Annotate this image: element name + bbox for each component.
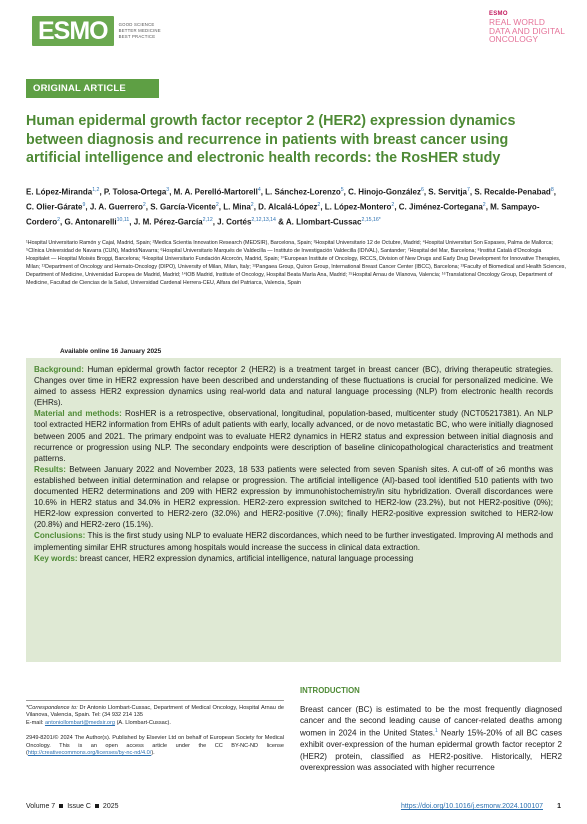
author-name: M. Sampayo-Cordero	[26, 202, 540, 227]
author-name: J. Cortés	[217, 217, 252, 227]
article-title: Human epidermal growth factor receptor 2 (HER2) expression dynamics between diagnosis and recurrence in patients with breast cancer using artificial intelligence and electronic health records: the RosHER study	[26, 113, 516, 166]
author-affiliation-ref[interactable]: 4	[257, 187, 261, 193]
author-name: L. López-Montero	[324, 202, 392, 212]
doi-link[interactable]: https://doi.org/10.1016/j.esmorw.2024.100107	[400, 803, 543, 810]
journal-brand: ESMO	[488, 11, 508, 17]
author-affiliation-ref[interactable]: 2	[57, 216, 61, 223]
author-affiliation-ref[interactable]: 2	[215, 201, 219, 208]
copyright-note: 2949-8201/© 2024 The Author(s). Published by Elsevier Ltd on behalf of European Society for Medical Oncology. This is an open access article under the CC BY-NC-ND license (http://creativecommons.org/licenses/by-nc-nd/4.0/).	[26, 735, 284, 757]
author-name: S. Recalde-Penabad	[474, 187, 551, 197]
author-list: E. López-Miranda$^{1,2}$, P. Tolosa-Ortega$^3$, M. A. Perelló-Martorell$^4$, L. Sánchez-Lorenzo$^5$, C. Hinojo-González$^6$, S. Servitja$^7$, S. Recalde-Penabad$^8$, C. Olier-Gárate$^9$, J. A. Guerrero$^2$, S. García-Vicente$^2$, L. Mina$^2$, D. Alcalá-López$^2$, L. López-Montero$^2$, C. Jiménez-Cortegana$^2$, M. Sampayo-Cordero$^2$, G. Antonarelli$^{10,11}$, J. M. Pérez-García$^{2,12}$, J. Cortés$^{2,12,13,14}$ & A. Llombart-Cussac$^{2,15,16*}$	[26, 187, 556, 227]
author-affiliation-ref[interactable]: 2	[142, 201, 146, 208]
author-name: M. A. Perelló-Martorell	[173, 187, 258, 197]
affiliations: ¹Hospital Universitario Ramón y Cajal, Madrid, Spain; ²Medica Scientia Innovation Research (MEDSIR), Barcelona, Spain; ³Hospital Universitario 12 de Octubre, Madrid; ⁴Hospital Universitari Son Espases, Palma de Mallorca; ⁵Clínica Universidad de Navarra (CUN), Madrid/Navarra; ⁶Hospital Universitario Marqués de Valdecilla — Instituto de Investigación Valdecilla (IDIVAL), Santander; ⁷Hospital del Mar, Barcelona; ⁸Institut Català d'Oncologia Hospitalet — Hospital Moisès Broggi, Barcelona; ⁹Hospital Universitario Fundación Alcorcón, Madrid, Spain; ¹⁰European Institute of Oncology, IRCCS, Division of New Drugs and Early Drug Development for Innovative Therapies, Milan; ¹¹Department of Oncology and Hemato-Oncology (DIPO), University of Milan, Milan, Italy; ¹²Pangaea Group, Quiron Group, International Breast Cancer Center (IBCC), Barcelona; ¹³Faculty of Biomedical and Health Sciences, Department of Medicine, Universidad Europea de Madrid, Madrid; ¹⁴IOB Madrid, Institute of Oncology, Hospital Beata María Ana, Madrid; ¹⁵Hospital Arnau de Vilanova, Valencia; ¹⁶Translational Oncology Group, Department of Medicine, Facultad de Ciencias de la Salud, Universidad Cardenal Herrera-CEU, Alfara del Patriarca, Valencia, Spain	[26, 240, 566, 286]
abstract-keywords: Key words: breast cancer, HER2 expression dynamics, artificial intelligence, natural language processing	[34, 553, 414, 563]
author-name: C. Olier-Gárate	[26, 202, 83, 212]
page-number: 1	[557, 803, 561, 810]
author-name: S. García-Vicente	[150, 202, 216, 212]
author-affiliation-ref[interactable]: 5	[340, 187, 344, 193]
article-type-badge: ORIGINAL ARTICLE	[26, 79, 159, 98]
abstract-methods: Material and methods: RosHER is a retrospective, observational, longitudinal, population-based, multicenter study (NCT05217381). An NLP tool extracted HER2 information from EHRs of adult patients with early, locally advanced, or de novo metastatic BC, who were initially diagnosed between 2005 and 2021. The primary endpoint was to evaluate HER2 dynamics in HER2 status and expression between initial diagnosis and recurrence or progression using NLP. The secondary endpoints were description of baseline clinicopathological characteristics and treatment patterns.	[34, 409, 553, 463]
separator-square	[59, 804, 63, 808]
esmo-tagline: GOOD SCIENCE BETTER MEDICINE BEST PRACTICE	[118, 22, 161, 39]
author-affiliation-ref[interactable]: 3	[166, 187, 170, 193]
footnote-divider	[26, 700, 284, 701]
author-affiliation-ref[interactable]: 9	[82, 201, 86, 208]
footnotes-column	[26, 700, 284, 757]
separator-square	[95, 804, 99, 808]
author-name: D. Alcalá-López	[258, 202, 318, 212]
author-name: L. Sánchez-Lorenzo	[265, 187, 341, 197]
page-header	[0, 0, 587, 70]
author-affiliation-ref[interactable]: 2	[250, 201, 254, 208]
abstract-background: Background: Human epidermal growth factor receptor 2 (HER2) is a treatment target in breast cancer (BC), driving therapeutic strategies. Changes over time in HER2 expression have been described and understanding of these fluctuations is crucial for personalized medicine. We aimed to assess HER2 expression dynamics using real-world data and natural language processing (NLP) from electronic health records (EHRs).	[34, 365, 554, 408]
author-name: P. Tolosa-Ortega	[103, 187, 167, 197]
author-affiliation-ref[interactable]: 2,12	[202, 216, 213, 223]
correspondence-note: *Correspondence to: Dr Antonio Llombart-Cussac, Department of Medical Oncology, Hospital Arnau de Vilanova, Valencia, Spain. Tel: (34 932 214 135 E-mail: antoniollombart@medsir.org (A. Llombart-Cussac).	[26, 705, 284, 726]
abstract-conclusions: Conclusions: This is the first study using NLP to evaluate HER2 discordances, which need to be further investigated. Improving AI methods and implementing similar EHR structures among hospitals would increase the success in clinical data extraction.	[34, 531, 553, 552]
journal-logo[interactable]: ESMO REAL WORLD DATA AND DIGITAL ONCOLOGY	[488, 11, 565, 45]
author-name: J. M. Pérez-García	[133, 217, 203, 227]
author-name: S. Servitja	[428, 187, 467, 197]
available-online-date: Available online 16 January 2025	[60, 348, 162, 355]
author-affiliation-ref[interactable]: 10,11	[116, 216, 130, 223]
author-affiliation-ref[interactable]: 1,2	[92, 187, 100, 193]
abstract-results: Results: Between January 2022 and November 2023, 18 533 patients were selected from seven Spanish sites. A cut-off of ≥6 months was established between initial determination and relapse or progression. The artificial intelligence (AI)-based tool identified 510 patients with two documented HER2 determinations and 209 with HER2 expression by immunohistochemistry/in situ hybridization. Overall discordances were 10.6% in HER2 status and 34.0% in HER2 expression. HER2-zero expression switched to HER2-low (23.2%), but not HER2-positive (0%); HER2-low expression converted to HER2-zero (32.0%) and HER2-positive (7.0%); finally HER2-positive expression switched to HER2-low (20.8%) and HER2-zero (15.1%).	[34, 464, 554, 530]
author-affiliation-ref[interactable]: 2,15,16*	[361, 216, 381, 223]
abstract-box	[26, 358, 561, 662]
author-name: C. Hinojo-González	[348, 187, 421, 197]
author-affiliation-ref[interactable]: 7	[466, 187, 470, 193]
author-affiliation-ref[interactable]: 6	[420, 187, 424, 193]
introduction-heading: INTRODUCTION	[300, 686, 360, 695]
esmo-logo-mark: ESMO	[32, 16, 114, 46]
author-name: C. Jiménez-Cortegana	[398, 202, 483, 212]
esmo-logo[interactable]	[32, 16, 161, 46]
correspondence-email-link[interactable]: antoniollombart@medsir.org	[44, 719, 116, 726]
author-name: J. A. Guerrero	[89, 202, 143, 212]
introduction-section	[300, 686, 562, 773]
author-affiliation-ref[interactable]: 2,12,13,14	[251, 216, 276, 223]
author-name: G. Antonarelli	[64, 217, 117, 227]
license-link[interactable]: http://creativecommons.org/licenses/by-nc-nd/4.0/	[27, 750, 152, 757]
author-name: A. Llombart-Cussac	[285, 217, 362, 227]
author-affiliation-ref[interactable]: 2	[317, 201, 321, 208]
author-name: L. Mina	[223, 202, 251, 212]
author-affiliation-ref[interactable]: 2	[482, 201, 486, 208]
introduction-text: Breast cancer (BC) is estimated to be the most frequently diagnosed cancer and the second leading cause of cancer-related deaths among women in 2024 in the United States.$^1$ Nearly 15%-20% of all BC cases exhibit over-expression of the human epidermal growth factor receptor 2 (HER2) protein, classified as HER2-positive. Historically, HER2 overexpression was associated with higher recurrence	[300, 705, 562, 772]
author-affiliation-ref[interactable]: 8	[550, 187, 554, 193]
author-affiliation-ref[interactable]: 2	[391, 201, 395, 208]
author-name: E. López-Miranda	[26, 187, 93, 197]
volume-issue: Volume 7 Issue C 2025	[26, 803, 119, 810]
reference-link[interactable]: 1	[435, 728, 438, 735]
